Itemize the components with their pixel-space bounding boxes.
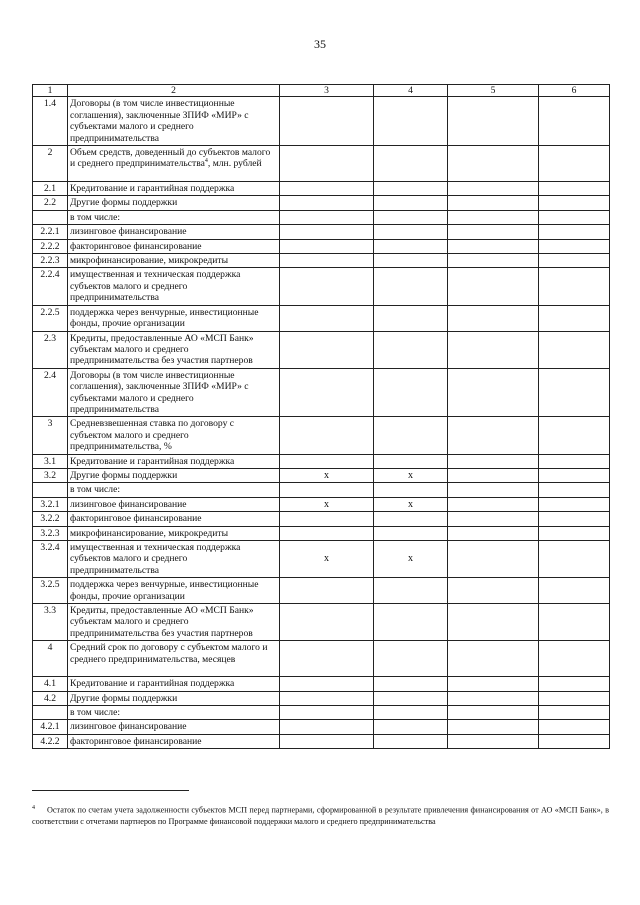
row-number: 2.2.5 [33,305,68,331]
row-label-text: лизинговое финансирование [70,498,187,510]
table-row [33,239,610,253]
table-row [33,210,610,224]
row-label-text: Другие формы поддержки [70,197,178,209]
value-cell-c5 [448,578,539,604]
value-cell-c3 [280,254,374,268]
value-cell-c6 [539,468,610,482]
table-row [33,691,610,705]
value-cell-c3 [280,677,374,691]
value-cell-c6 [539,604,610,641]
row-label [68,368,280,417]
value-cell-c6 [539,734,610,748]
row-number: 2 [33,146,68,182]
value-cell-c4 [374,268,448,305]
value-cell-c4 [374,720,448,734]
value-cell-c4 [374,691,448,705]
value-cell-c3: x [280,541,374,578]
row-number: 3.2.4 [33,541,68,578]
row-label [68,483,280,497]
value-cell-c3 [280,512,374,526]
row-label-text: Кредитование и гарантийная поддержка [70,678,235,690]
row-label-text: Другие формы поддержки [70,692,178,704]
row-number: 2.3 [33,331,68,368]
row-number: 4.2.2 [33,734,68,748]
row-label-text: факторинговое финансирование [70,240,202,252]
footnote-divider [32,790,189,791]
row-label [68,97,280,146]
header-cell: 6 [539,85,610,97]
row-label [68,641,280,677]
row-label-text: Договоры (в том числе инвестиционные соглашения), заключенные ЗПИФ «МИР» с субъектами малого и среднего предпринимательства [70,369,249,415]
table-row [33,146,610,182]
row-number: 2.2.4 [33,268,68,305]
value-cell-c5 [448,331,539,368]
value-cell-c4: x [374,468,448,482]
row-number: 2.4 [33,368,68,417]
value-cell-c3 [280,604,374,641]
value-cell-c3 [280,734,374,748]
row-number: 2.1 [33,182,68,196]
value-cell-c6 [539,331,610,368]
value-cell-c4 [374,706,448,720]
value-cell-c6 [539,305,610,331]
value-cell-c4 [374,368,448,417]
row-number: 4.2.1 [33,720,68,734]
row-number: 3.2 [33,468,68,482]
value-cell-c5 [448,254,539,268]
value-cell-c6 [539,677,610,691]
row-label-text: лизинговое финансирование [70,721,187,733]
value-cell-c6 [539,97,610,146]
row-label [68,225,280,239]
row-number: 4.2 [33,691,68,705]
row-label-text: Средний срок по договору с субъектом малого и среднего предпринимательства, месяцев [70,642,268,665]
value-cell-c5 [448,454,539,468]
value-cell-c3 [280,417,374,454]
row-label [68,497,280,511]
value-cell-c6 [539,368,610,417]
value-cell-c4: x [374,497,448,511]
value-cell-c3 [280,225,374,239]
value-cell-c5 [448,483,539,497]
row-label-text: Кредиты, предоставленные АО «МСП Банк» субъектам малого и среднего предпринимательства без участия партнеров [70,332,254,367]
value-cell-c3 [280,331,374,368]
table-row [33,497,610,511]
value-cell-c5 [448,677,539,691]
value-cell-c4 [374,305,448,331]
table-header-row [33,85,610,97]
row-label-text: Другие формы поддержки [70,469,178,481]
value-cell-c5 [448,497,539,511]
row-label-text: факторинговое финансирование [70,735,202,747]
value-cell-c4 [374,225,448,239]
value-cell-c5 [448,268,539,305]
page-number: 35 [314,37,326,51]
value-cell-c5 [448,604,539,641]
value-cell-c3 [280,641,374,677]
row-number: 2.2 [33,196,68,210]
value-cell-c4 [374,146,448,182]
table-row [33,331,610,368]
value-cell-c4 [374,526,448,540]
value-cell-c4 [374,512,448,526]
header-cell: 4 [374,85,448,97]
value-cell-c5 [448,512,539,526]
value-cell-c4 [374,454,448,468]
table-row [33,417,610,454]
table-row [33,512,610,526]
row-number [33,483,68,497]
value-cell-c6 [539,526,610,540]
value-cell-c5 [448,720,539,734]
footnote [32,803,609,827]
header-cell: 5 [448,85,539,97]
value-cell-c6 [539,512,610,526]
row-number: 2.2.3 [33,254,68,268]
value-cell-c3 [280,210,374,224]
table-row [33,526,610,540]
value-cell-c5 [448,225,539,239]
row-label-text: в том числе: [70,707,121,719]
data-table [32,84,610,749]
value-cell-c3 [280,97,374,146]
value-cell-c5 [448,239,539,253]
row-label-text: имущественная и техническая поддержка субъектов малого и среднего предпринимательства [70,542,241,576]
row-label [68,691,280,705]
row-label-text: в том числе: [70,484,121,496]
row-label [68,604,280,641]
row-number: 4.1 [33,677,68,691]
table-row [33,468,610,482]
value-cell-c3 [280,146,374,182]
value-cell-c5 [448,97,539,146]
row-number: 2.2.2 [33,239,68,253]
row-label [68,331,280,368]
table-row [33,368,610,417]
row-label [68,146,280,182]
row-number: 3.1 [33,454,68,468]
row-label-text: в том числе: [70,211,121,223]
row-label-text: Кредитование и гарантийная поддержка [70,183,235,195]
row-label [68,239,280,253]
row-label-text: поддержка через венчурные, инвестиционные фонды, прочие организации [70,306,259,330]
table-row [33,578,610,604]
value-cell-c5 [448,368,539,417]
table-row [33,734,610,748]
table-row [33,641,610,677]
table-row [33,225,610,239]
row-label [68,578,280,604]
row-number: 3.2.2 [33,512,68,526]
value-cell-c6 [539,641,610,677]
value-cell-c3 [280,305,374,331]
value-cell-c4 [374,417,448,454]
value-cell-c4 [374,483,448,497]
value-cell-c5 [448,146,539,182]
value-cell-c4 [374,677,448,691]
value-cell-c5 [448,641,539,677]
table-row [33,305,610,331]
value-cell-c4 [374,331,448,368]
row-label [68,210,280,224]
value-cell-c6 [539,691,610,705]
footnote-marker: 4 [32,805,35,811]
row-label-text: Кредиты, предоставленные АО «МСП Банк» субъектам малого и среднего предпринимательства без участия партнеров [70,605,254,639]
table-row [33,706,610,720]
value-cell-c6 [539,541,610,578]
value-cell-c4 [374,254,448,268]
value-cell-c4 [374,641,448,677]
table-row [33,483,610,497]
row-label [68,734,280,748]
table-row [33,677,610,691]
value-cell-c3 [280,239,374,253]
row-number: 3.2.3 [33,526,68,540]
row-number: 4 [33,641,68,677]
value-cell-c3 [280,720,374,734]
table-row [33,97,610,146]
value-cell-c5 [448,305,539,331]
row-label-text: Средневзвешенная ставка по договору с субъектом малого и среднего предпринимательства, % [70,418,235,453]
value-cell-c6 [539,483,610,497]
value-cell-c3 [280,483,374,497]
table-row [33,196,610,210]
value-cell-c5 [448,182,539,196]
row-number: 3.2.5 [33,578,68,604]
table-row [33,454,610,468]
value-cell-c3 [280,454,374,468]
value-cell-c4 [374,604,448,641]
table-row [33,182,610,196]
row-label-text: факторинговое финансирование [70,513,202,525]
row-label [68,454,280,468]
value-cell-c3 [280,196,374,210]
row-number: 1.4 [33,97,68,146]
value-cell-c6 [539,182,610,196]
row-label-text: имущественная и техническая поддержка субъектов малого и среднего предпринимательства [70,269,241,304]
table-row [33,254,610,268]
value-cell-c6 [539,146,610,182]
row-number: 3 [33,417,68,454]
value-cell-c6 [539,196,610,210]
table-row [33,268,610,305]
value-cell-c6 [539,497,610,511]
row-label [68,417,280,454]
row-number: 2.2.1 [33,225,68,239]
value-cell-c3 [280,526,374,540]
row-number: 3.2.1 [33,497,68,511]
value-cell-c5 [448,706,539,720]
value-cell-c6 [539,720,610,734]
row-label [68,468,280,482]
value-cell-c4 [374,239,448,253]
header-cell: 1 [33,85,68,97]
value-cell-c3: x [280,468,374,482]
value-cell-c5 [448,691,539,705]
footnote-reference: 4 [204,158,208,165]
row-label-text: микрофинансирование, микрокредиты [70,527,229,539]
value-cell-c6 [539,706,610,720]
value-cell-c3 [280,706,374,720]
row-label [68,720,280,734]
value-cell-c6 [539,454,610,468]
value-cell-c4 [374,97,448,146]
row-label [68,526,280,540]
row-label [68,196,280,210]
header-cell: 2 [68,85,280,97]
row-label-text: Кредитование и гарантийная поддержка [70,455,235,467]
row-label-tail: , млн. рублей [207,158,262,170]
value-cell-c3 [280,691,374,705]
value-cell-c4 [374,734,448,748]
value-cell-c3: x [280,497,374,511]
row-label [68,254,280,268]
row-number: 3.3 [33,604,68,641]
row-label [68,541,280,578]
value-cell-c5 [448,417,539,454]
table-row [33,720,610,734]
value-cell-c6 [539,417,610,454]
value-cell-c6 [539,210,610,224]
value-cell-c3 [280,368,374,417]
value-cell-c4 [374,578,448,604]
value-cell-c3 [280,578,374,604]
row-number [33,706,68,720]
value-cell-c6 [539,225,610,239]
value-cell-c4: x [374,541,448,578]
value-cell-c5 [448,196,539,210]
value-cell-c6 [539,254,610,268]
row-label [68,706,280,720]
value-cell-c4 [374,210,448,224]
value-cell-c6 [539,578,610,604]
value-cell-c5 [448,734,539,748]
row-label [68,305,280,331]
footnote-text: Остаток по счетам учета задолженности субъектов МСП перед партнерами, сформированной в результате привлечения финансирования от АО «МСП Банк», в соответствии с отчетами партнеров по Программе финансовой поддержки малого и среднего предпринимательства [32,805,609,826]
row-label-text: Объем средств, доведенный до субъектов малого и среднего предпринимательства [70,147,271,170]
row-label-text: микрофинансирование, микрокредиты [70,255,229,267]
table-row [33,541,610,578]
table-row [33,604,610,641]
row-label-text: поддержка через венчурные, инвестиционные фонды, прочие организации [70,579,259,602]
row-label-text: Договоры (в том числе инвестиционные соглашения), заключенные ЗПИФ «МИР» с субъектами малого и среднего предпринимательства [70,98,249,144]
row-label [68,512,280,526]
value-cell-c5 [448,526,539,540]
row-label [68,182,280,196]
row-label [68,268,280,305]
row-number [33,210,68,224]
value-cell-c5 [448,541,539,578]
row-label [68,677,280,691]
row-label-text: лизинговое финансирование [70,226,187,238]
value-cell-c6 [539,268,610,305]
value-cell-c6 [539,239,610,253]
value-cell-c3 [280,182,374,196]
value-cell-c4 [374,196,448,210]
value-cell-c5 [448,468,539,482]
value-cell-c3 [280,268,374,305]
value-cell-c4 [374,182,448,196]
header-cell: 3 [280,85,374,97]
value-cell-c5 [448,210,539,224]
